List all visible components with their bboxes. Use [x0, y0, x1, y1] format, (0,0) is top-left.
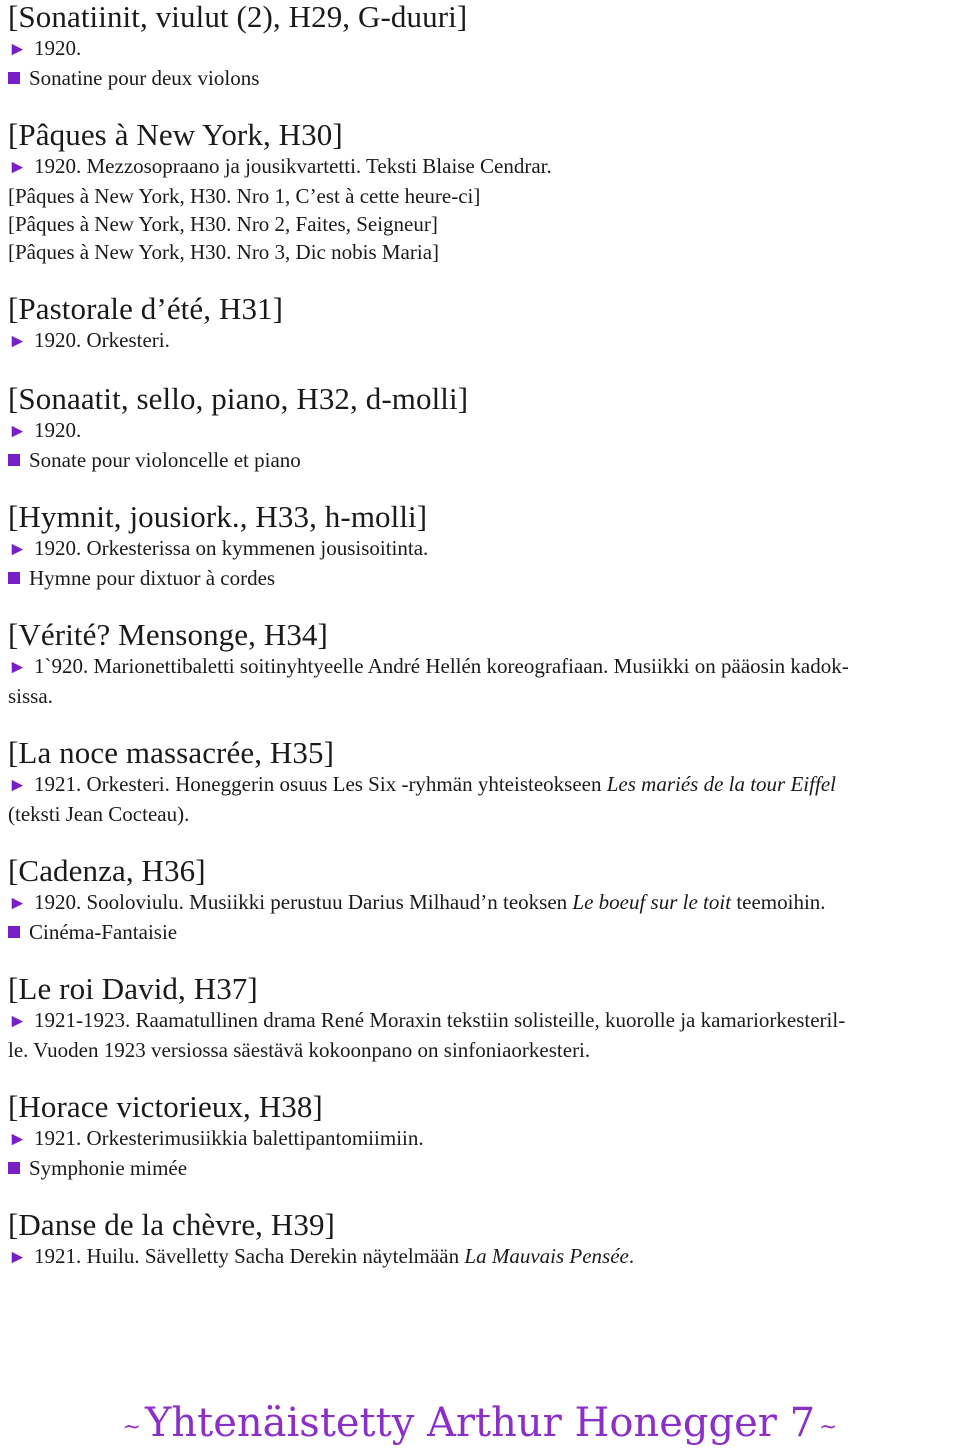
work-info-text: 1921. Orkesteri. Honeggerin osuus Les Six -ryhmän yhteisteokseen	[34, 772, 607, 796]
work-info-continued: sissa.	[8, 684, 53, 708]
work-info-text: 1920. Sooloviulu. Musiikki perustuu Darius Milhaud’n teoksen	[34, 890, 573, 914]
triangle-icon: ►	[8, 657, 27, 678]
work-info-text: 1921. Huilu. Sävelletty Sacha Derekin näytelmään	[34, 1244, 465, 1268]
alt-title	[8, 1154, 958, 1182]
work-info	[8, 888, 958, 918]
work-info-text: 1920.	[34, 418, 82, 442]
triangle-icon: ►	[8, 331, 27, 352]
work-entry-h32	[8, 382, 958, 474]
triangle-icon: ►	[8, 1011, 27, 1032]
square-icon	[8, 1162, 20, 1174]
work-title: [Sonaatit, sello, piano, H32, d-molli]	[8, 381, 469, 416]
work-info	[8, 1242, 958, 1272]
triangle-icon: ►	[8, 539, 27, 560]
alt-title-text: Sonate pour violoncelle et piano	[29, 448, 301, 472]
square-icon	[8, 72, 20, 84]
triangle-icon: ►	[8, 1129, 27, 1150]
triangle-icon: ►	[8, 1247, 27, 1268]
square-icon	[8, 454, 20, 466]
work-info	[8, 152, 958, 182]
work-info-text: 1920. Orkesteri.	[34, 328, 170, 352]
alt-title	[8, 64, 958, 92]
work-info-italic: La Mauvais Pensée	[464, 1244, 629, 1268]
work-info-text: 1920.	[34, 36, 82, 60]
work-info	[8, 1006, 958, 1036]
work-info	[8, 652, 958, 682]
work-title: [Horace victorieux, H38]	[8, 1089, 323, 1124]
sub-work: [Pâques à New York, H30. Nro 1, C’est à cette heure-ci]	[8, 184, 481, 208]
work-info	[8, 770, 958, 800]
work-title: [Le roi David, H37]	[8, 971, 258, 1006]
work-entry-h38	[8, 1090, 958, 1182]
footer-tilde-left: ~	[122, 1415, 141, 1440]
work-title: [Pâques à New York, H30]	[8, 117, 343, 152]
work-entry-h39	[8, 1208, 958, 1272]
sub-work: [Pâques à New York, H30. Nro 2, Faites, Seigneur]	[8, 212, 438, 236]
work-info-text: 1920. Orkesterissa on kymmenen jousisoitinta.	[34, 536, 429, 560]
work-info	[8, 534, 958, 564]
work-info-text: 1921-1923. Raamatullinen drama René Moraxin tekstiin solisteille, kuorolle ja kamariorkesteril-	[34, 1008, 846, 1032]
work-entry-h36	[8, 854, 958, 946]
work-title: [La noce massacrée, H35]	[8, 735, 335, 770]
work-title: [Hymnit, jousiork., H33, h-molli]	[8, 499, 428, 534]
work-info-italic: Les mariés de la tour Eiffel	[606, 772, 836, 796]
square-icon	[8, 572, 20, 584]
alt-title-text: Symphonie mimée	[29, 1156, 188, 1180]
work-info-text-end: .	[628, 1244, 635, 1268]
work-info-continued: le. Vuoden 1923 versiossa säestävä kokoonpano on sinfoniaorkesteri.	[8, 1038, 591, 1062]
work-entry-h35	[8, 736, 958, 828]
work-entry-h37	[8, 972, 958, 1064]
alt-title	[8, 918, 958, 946]
work-info-text: 1920. Mezzosopraano ja jousikvartetti. Teksti Blaise Cendrar.	[34, 154, 552, 178]
work-entry-h33	[8, 500, 958, 592]
triangle-icon: ►	[8, 39, 27, 60]
work-title: [Pastorale d’été, H31]	[8, 291, 284, 326]
triangle-icon: ►	[8, 421, 27, 442]
sub-work: [Pâques à New York, H30. Nro 3, Dic nobis Maria]	[8, 240, 440, 264]
work-title: [Danse de la chèvre, H39]	[8, 1207, 335, 1242]
work-entry-h34	[8, 618, 958, 710]
work-title: [Cadenza, H36]	[8, 853, 206, 888]
work-entry-h30	[8, 118, 958, 266]
work-info	[8, 1124, 958, 1154]
work-info-continued: (teksti Jean Cocteau).	[8, 802, 190, 826]
document-page	[8, 0, 958, 1272]
triangle-icon: ►	[8, 775, 27, 796]
work-info-text: 1921. Orkesterimusiikkia balettipantomiimiin.	[34, 1126, 424, 1150]
work-info	[8, 326, 958, 356]
work-title: [Sonatiinit, viulut (2), H29, G-duuri]	[8, 0, 468, 34]
work-entry-h29	[8, 0, 958, 92]
alt-title-text: Hymne pour dixtuor à cordes	[29, 566, 276, 590]
footer-title: Yhtenäistetty Arthur Honegger 7	[144, 1400, 816, 1446]
footer-tilde-right: ~	[819, 1415, 838, 1440]
alt-title-text: Cinéma-Fantaisie	[29, 920, 178, 944]
work-info	[8, 34, 958, 64]
work-info-text-end: teemoihin.	[731, 890, 826, 914]
triangle-icon: ►	[8, 157, 27, 178]
page-footer	[0, 1398, 960, 1453]
alt-title-text: Sonatine pour deux violons	[29, 66, 260, 90]
work-entry-h31	[8, 292, 958, 356]
square-icon	[8, 926, 20, 938]
work-info-text: 1`920. Marionettibaletti soitinyhtyeelle André Hellén koreografiaan. Musiikki on pääosin kadok-	[34, 654, 849, 678]
triangle-icon: ►	[8, 893, 27, 914]
work-info-italic: Le boeuf sur le toit	[572, 890, 732, 914]
alt-title	[8, 564, 958, 592]
work-title: [Vérité? Mensonge, H34]	[8, 617, 328, 652]
work-info	[8, 416, 958, 446]
alt-title	[8, 446, 958, 474]
